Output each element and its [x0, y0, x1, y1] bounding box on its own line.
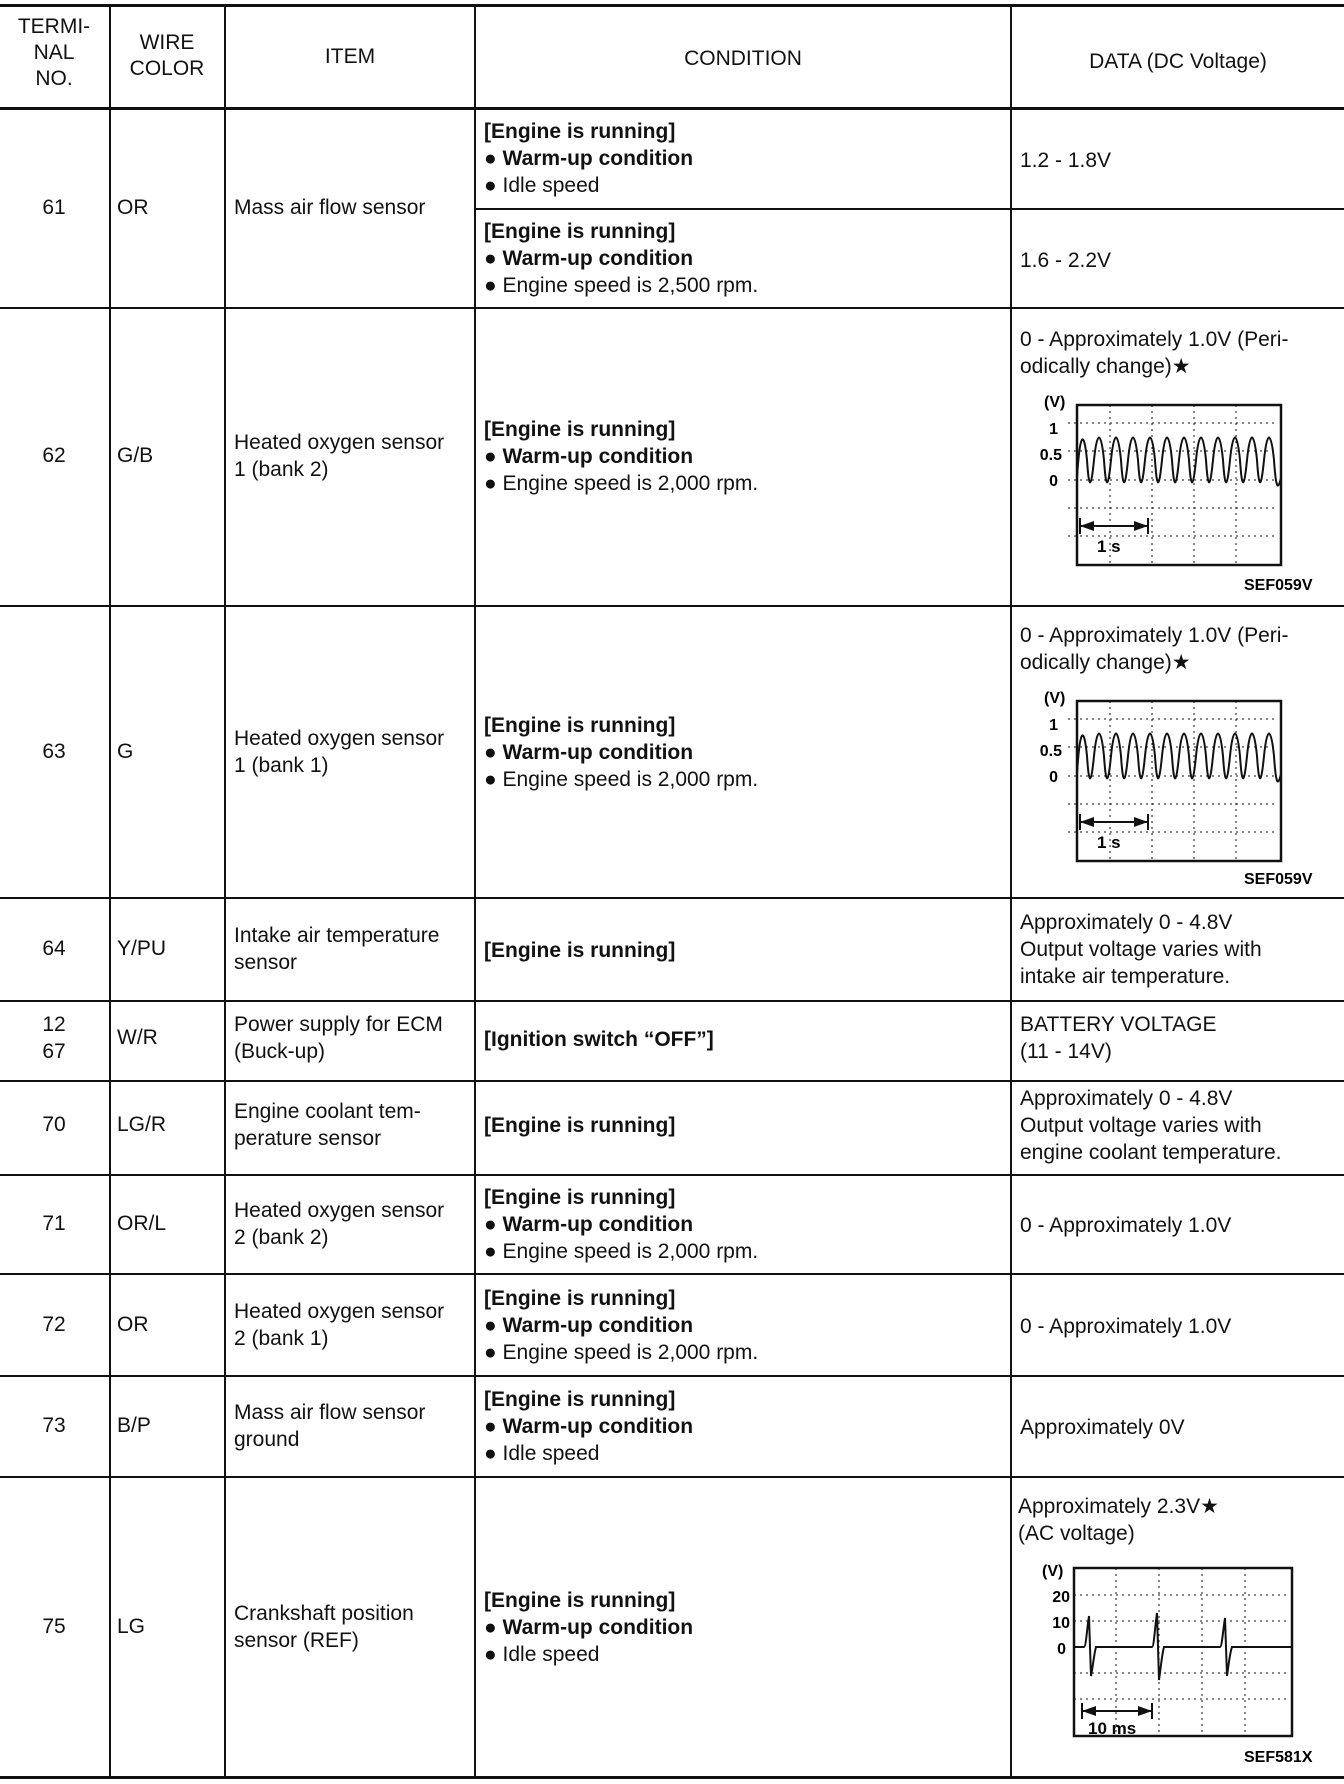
row-divider — [0, 605, 1344, 607]
item-name: Intake air temperature sensor — [234, 924, 440, 974]
wire-color: W/R — [117, 1026, 158, 1049]
condition-cell: [Engine is running] ● Warm-up condition ● Idle speed — [484, 120, 694, 197]
scope-y-tick: 0 — [1049, 473, 1058, 490]
condition-cell: [Ignition switch “OFF”] — [484, 1028, 714, 1051]
condition-cell: [Engine is running] — [484, 1114, 676, 1137]
terminal-no: 61 — [42, 196, 66, 219]
condition-cell: [Engine is running] — [484, 939, 676, 962]
table-top-border — [0, 4, 1344, 7]
row-divider — [0, 897, 1344, 899]
header-bottom-border — [0, 107, 1344, 110]
item-name: Engine coolant tem- perature sensor — [234, 1100, 421, 1150]
crankshaft-ref-waveform-figure — [1018, 1558, 1328, 1768]
row-divider — [0, 1000, 1344, 1002]
data-value: Approximately 0 - 4.8V Output voltage varies with engine coolant temperature. — [1020, 1087, 1282, 1164]
data-value: 0 - Approximately 1.0V (Peri- odically change)★ — [1020, 624, 1289, 674]
terminal-no: 72 — [42, 1313, 66, 1336]
scope-time-label: 10 ms — [1088, 1719, 1137, 1738]
terminal-no: 64 — [42, 937, 66, 960]
scope-y-tick: 1 — [1049, 717, 1058, 734]
item-name: Heated oxygen sensor 1 (bank 2) — [234, 431, 445, 481]
row-divider — [0, 307, 1344, 309]
data-value: 0 - Approximately 1.0V (Peri- odically change)★ — [1020, 328, 1289, 378]
scope-unit-label: (V) — [1044, 690, 1066, 707]
o2-waveform — [1077, 734, 1281, 782]
condition-cell: [Engine is running] ● Warm-up condition ● Engine speed is 2,000 rpm. — [484, 418, 759, 495]
scope-time-label: 1 s — [1097, 833, 1121, 852]
data-value: Approximately 0 - 4.8V Output voltage varies with intake air temperature. — [1020, 911, 1262, 988]
terminal-no: 12 67 — [42, 1013, 66, 1063]
condition-cell: [Engine is running] ● Warm-up condition ● Engine speed is 2,000 rpm. — [484, 1287, 759, 1364]
col-divider — [1010, 4, 1012, 1778]
wire-color: OR — [117, 1313, 149, 1336]
terminal-no: 75 — [42, 1615, 66, 1638]
figure-code: SEF059V — [1244, 577, 1313, 594]
header-terminal: TERMI- NAL NO. — [17, 15, 91, 90]
wire-color: LG/R — [117, 1113, 167, 1136]
data-value: BATTERY VOLTAGE (11 - 14V) — [1020, 1013, 1217, 1063]
wire-color: G/B — [117, 444, 154, 467]
condition-cell: [Engine is running] ● Warm-up condition ● Idle speed — [484, 1589, 694, 1666]
scope-time-label: 1 s — [1097, 537, 1121, 556]
row-divider — [0, 1476, 1344, 1478]
scope-y-tick: 0.5 — [1039, 743, 1062, 760]
condition-cell: [Engine is running] ● Warm-up condition ● Engine speed is 2,500 rpm. — [484, 220, 759, 297]
col-divider — [109, 4, 111, 1778]
data-value: 1.2 - 1.8V — [1020, 149, 1112, 172]
table-bottom-border — [0, 1776, 1344, 1779]
data-value: Approximately 0V — [1020, 1416, 1185, 1439]
terminal-no: 70 — [42, 1113, 66, 1136]
data-value: 1.6 - 2.2V — [1020, 249, 1112, 272]
figure-code: SEF581X — [1244, 1749, 1313, 1766]
item-name: Mass air flow sensor — [234, 196, 426, 219]
o2-waveform — [1077, 438, 1281, 486]
item-name: Crankshaft position sensor (REF) — [234, 1602, 414, 1652]
terminal-no: 62 — [42, 444, 66, 467]
wire-color: G — [117, 740, 134, 763]
condition-cell: [Engine is running] ● Warm-up condition ● Idle speed — [484, 1388, 694, 1465]
col-divider — [224, 4, 226, 1778]
data-value: 0 - Approximately 1.0V — [1020, 1214, 1232, 1237]
row-divider — [0, 1080, 1344, 1082]
condition-cell: [Engine is running] ● Warm-up condition ● Engine speed is 2,000 rpm. — [484, 1186, 759, 1263]
item-name: Heated oxygen sensor 2 (bank 1) — [234, 1300, 445, 1350]
ref-waveform — [1074, 1613, 1292, 1680]
terminal-no: 73 — [42, 1414, 66, 1437]
scope-y-tick: 1 — [1049, 421, 1058, 438]
terminal-no: 71 — [42, 1212, 66, 1235]
wire-color: OR — [117, 196, 149, 219]
data-value: Approximately 2.3V★ (AC voltage) — [1018, 1495, 1219, 1545]
scope-y-tick: 0 — [1057, 1641, 1066, 1658]
item-name: Heated oxygen sensor 2 (bank 2) — [234, 1199, 445, 1249]
terminal-no: 63 — [42, 740, 66, 763]
wire-color: Y/PU — [117, 937, 167, 960]
sub-row-divider — [474, 208, 1344, 210]
wire-color: LG — [117, 1615, 146, 1638]
scope-y-tick: 0 — [1049, 769, 1058, 786]
row-divider — [0, 1375, 1344, 1377]
header-data: DATA (DC Voltage) — [1089, 50, 1267, 73]
scope-y-tick: 0.5 — [1039, 447, 1062, 464]
item-name: Heated oxygen sensor 1 (bank 1) — [234, 727, 445, 777]
item-name: Mass air flow sensor ground — [234, 1401, 426, 1451]
scope-unit-label: (V) — [1044, 394, 1066, 411]
col-divider — [474, 4, 476, 1778]
wire-color: B/P — [117, 1414, 151, 1437]
wire-color: OR/L — [117, 1212, 167, 1235]
header-condition: CONDITION — [684, 47, 802, 70]
o2-sensor-waveform-figure — [1020, 686, 1320, 891]
figure-code: SEF059V — [1244, 871, 1313, 888]
scope-y-tick: 20 — [1052, 1589, 1070, 1606]
header-item: ITEM — [324, 45, 376, 68]
header-wire-color: WIRE COLOR — [129, 31, 205, 80]
condition-cell: [Engine is running] ● Warm-up condition ● Engine speed is 2,000 rpm. — [484, 714, 759, 791]
data-value: 0 - Approximately 1.0V — [1020, 1315, 1232, 1338]
scope-y-tick: 10 — [1052, 1615, 1070, 1632]
item-name: Power supply for ECM (Buck-up) — [234, 1013, 443, 1063]
scope-unit-label: (V) — [1042, 1563, 1064, 1580]
row-divider — [0, 1174, 1344, 1176]
row-divider — [0, 1273, 1344, 1275]
o2-sensor-waveform-figure — [1020, 390, 1320, 595]
